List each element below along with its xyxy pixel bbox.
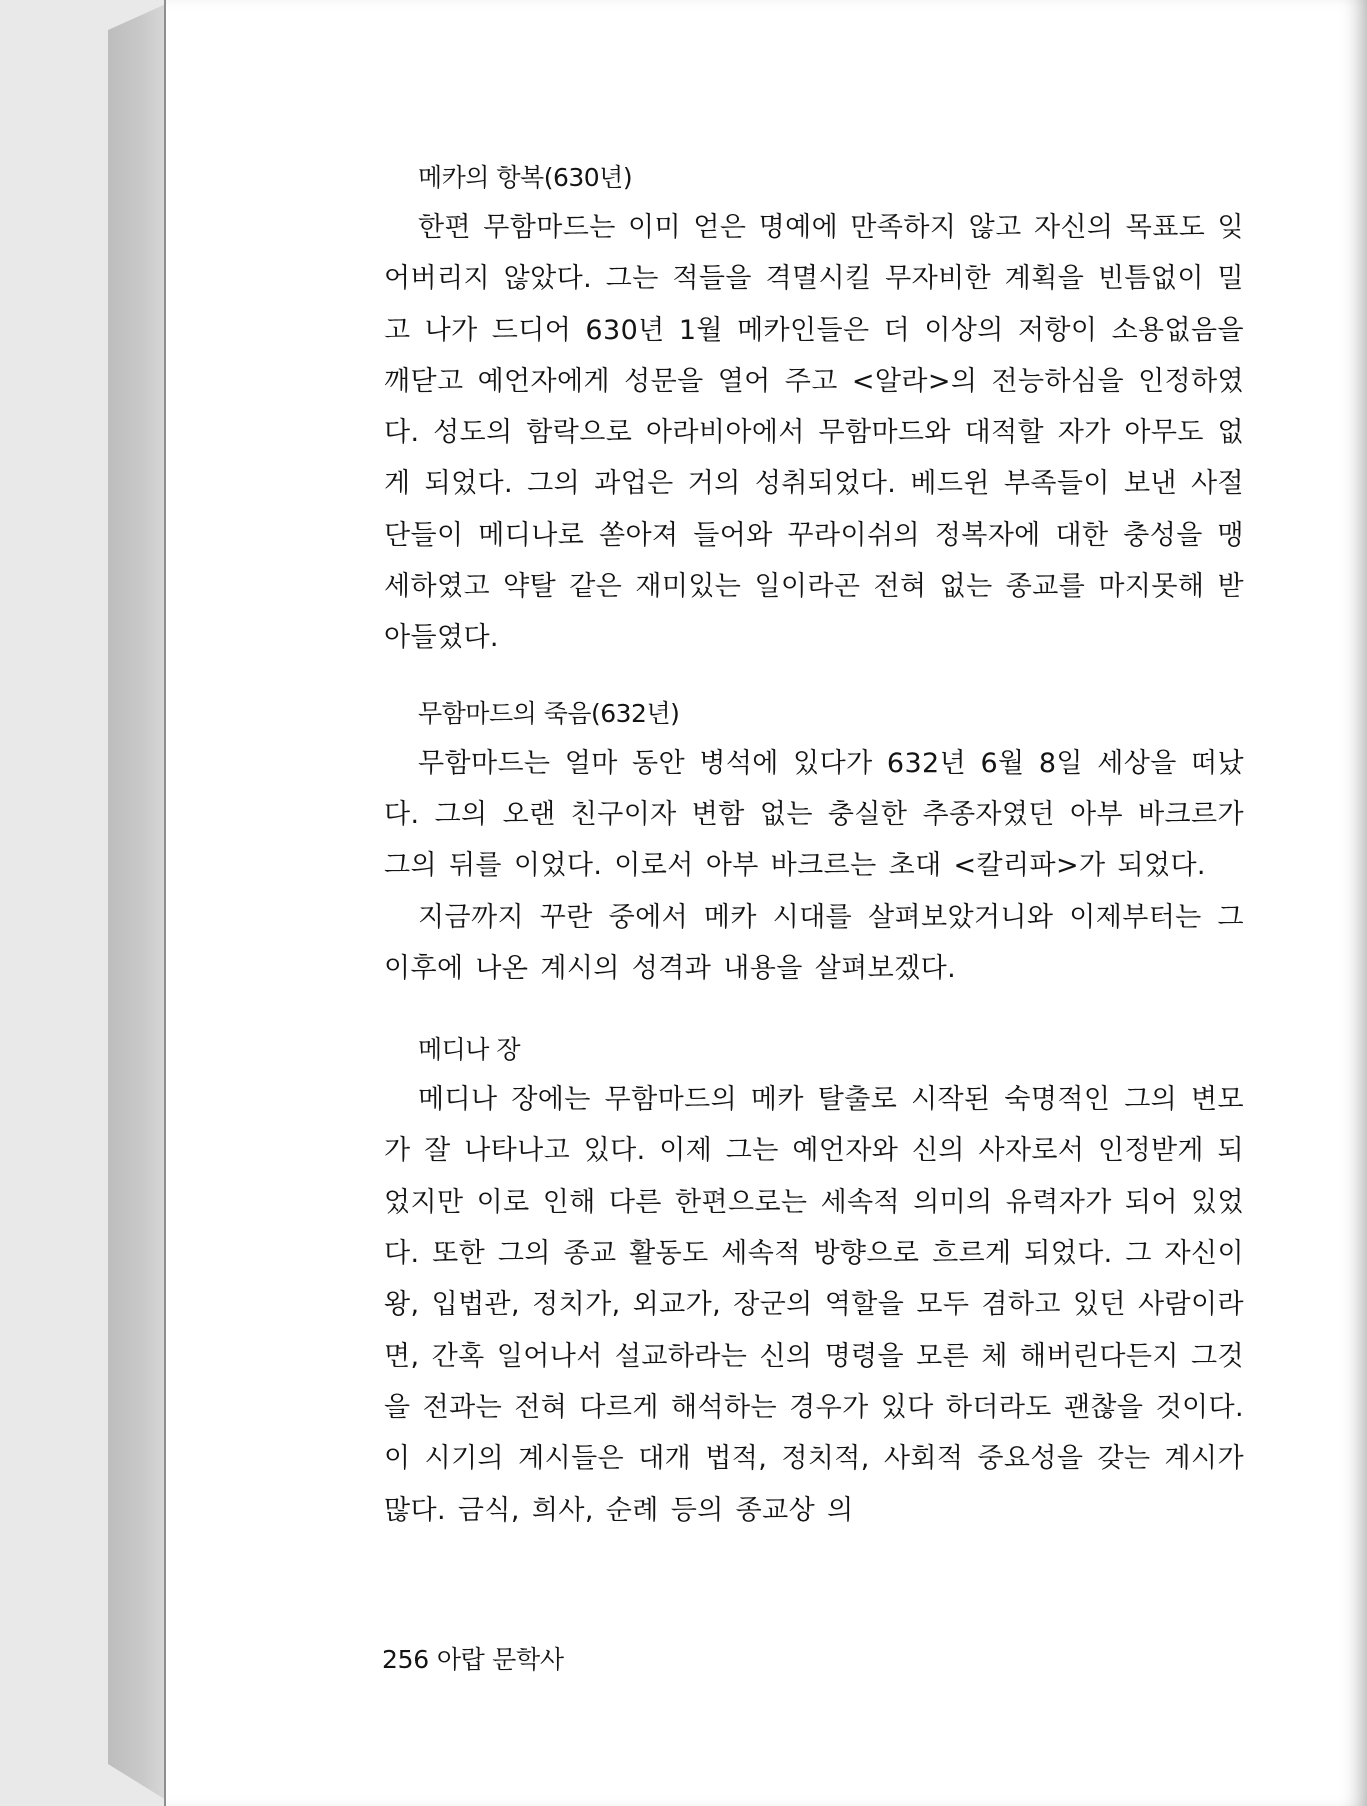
section-gap — [384, 994, 1244, 1032]
section-paragraph: 무함마드는 얼마 동안 병석에 있다가 632년 6월 8일 세상을 떠났다. 그의 오랜 친구이자 변함 없는 충실한 추종자였던 아부 바크르가 그의 뒤를 이었다. 이로서 아부 바크르는 초대 <칼리파>가 되었다. — [384, 747, 1244, 882]
section-paragraph: 메디나 장에는 무함마드의 메카 탈출로 시작된 숙명적인 그의 변모가 잘 나타나고 있다. 이제 그는 예언자와 신의 사자로서 인정받게 되었지만 이로 인해 다른 한편으로는 세속적 의미의 유력자가 되어 있었다. 또한 그의 종교 활동도 세속적 방향으로 흐르게 되었다. 그 자신이 왕, 입법관, 정치가, 외교가, 장군의 역할을 모두 겸하고 있던 사람이라면, 간혹 일어나서 설교하라는 신의 명령을 모른 체 해버린다든지 그것을 전과는 전혀 다르게 해석하는 경우가 있다 하더라도 괜찮을 것이다. 이 시기의 계시들은 대개 법적, 정치적, 사회적 중요성을 갖는 계시가 많다. 금식, 희사, 순례 등의 종교상 의 — [384, 1084, 1244, 1526]
section-gap — [384, 664, 1244, 696]
section-heading-muhammad-death: 무함마드의 죽음(632년) — [418, 698, 680, 728]
book-spine — [108, 4, 166, 1800]
page-content — [384, 160, 1244, 1536]
running-title: 아랍 문학사 — [436, 1645, 564, 1674]
section-paragraph: 한편 무함마드는 이미 얻은 명예에 만족하지 않고 자신의 목표도 잊어버리지 않았다. 그는 적들을 격멸시킬 무자비한 계획을 빈틈없이 밀고 나가 드디어 630년 1월 메카인들은 더 이상의 저항이 소용없음을 깨닫고 예언자에게 성문을 열어 주고 <알라>의 전능하심을 인정하였다. 성도의 함락으로 아라비아에서 무함마드와 대적할 자가 아무도 없게 되었다. 그의 과업은 거의 성취되었다. 베드윈 부족들이 보낸 사절단들이 메디나로 쏟아져 들어와 꾸라이쉬의 정복자에 대한 충성을 맹세하였고 약탈 같은 재미있는 일이라곤 전혀 없는 종교를 마지못해 받아들였다. — [384, 212, 1244, 654]
section-heading-medina-chapter: 메디나 장 — [418, 1035, 521, 1065]
page-number: 256 — [382, 1645, 429, 1674]
page-footer — [382, 1640, 572, 1676]
section-heading-mecca-surrender: 메카의 항복(630년) — [418, 163, 633, 192]
book-page — [166, 0, 1367, 1806]
section-paragraph: 지금까지 꾸란 중에서 메카 시대를 살펴보았거니와 이제부터는 그 이후에 나온 계시의 성격과 내용을 살펴보겠다. — [384, 901, 1244, 984]
